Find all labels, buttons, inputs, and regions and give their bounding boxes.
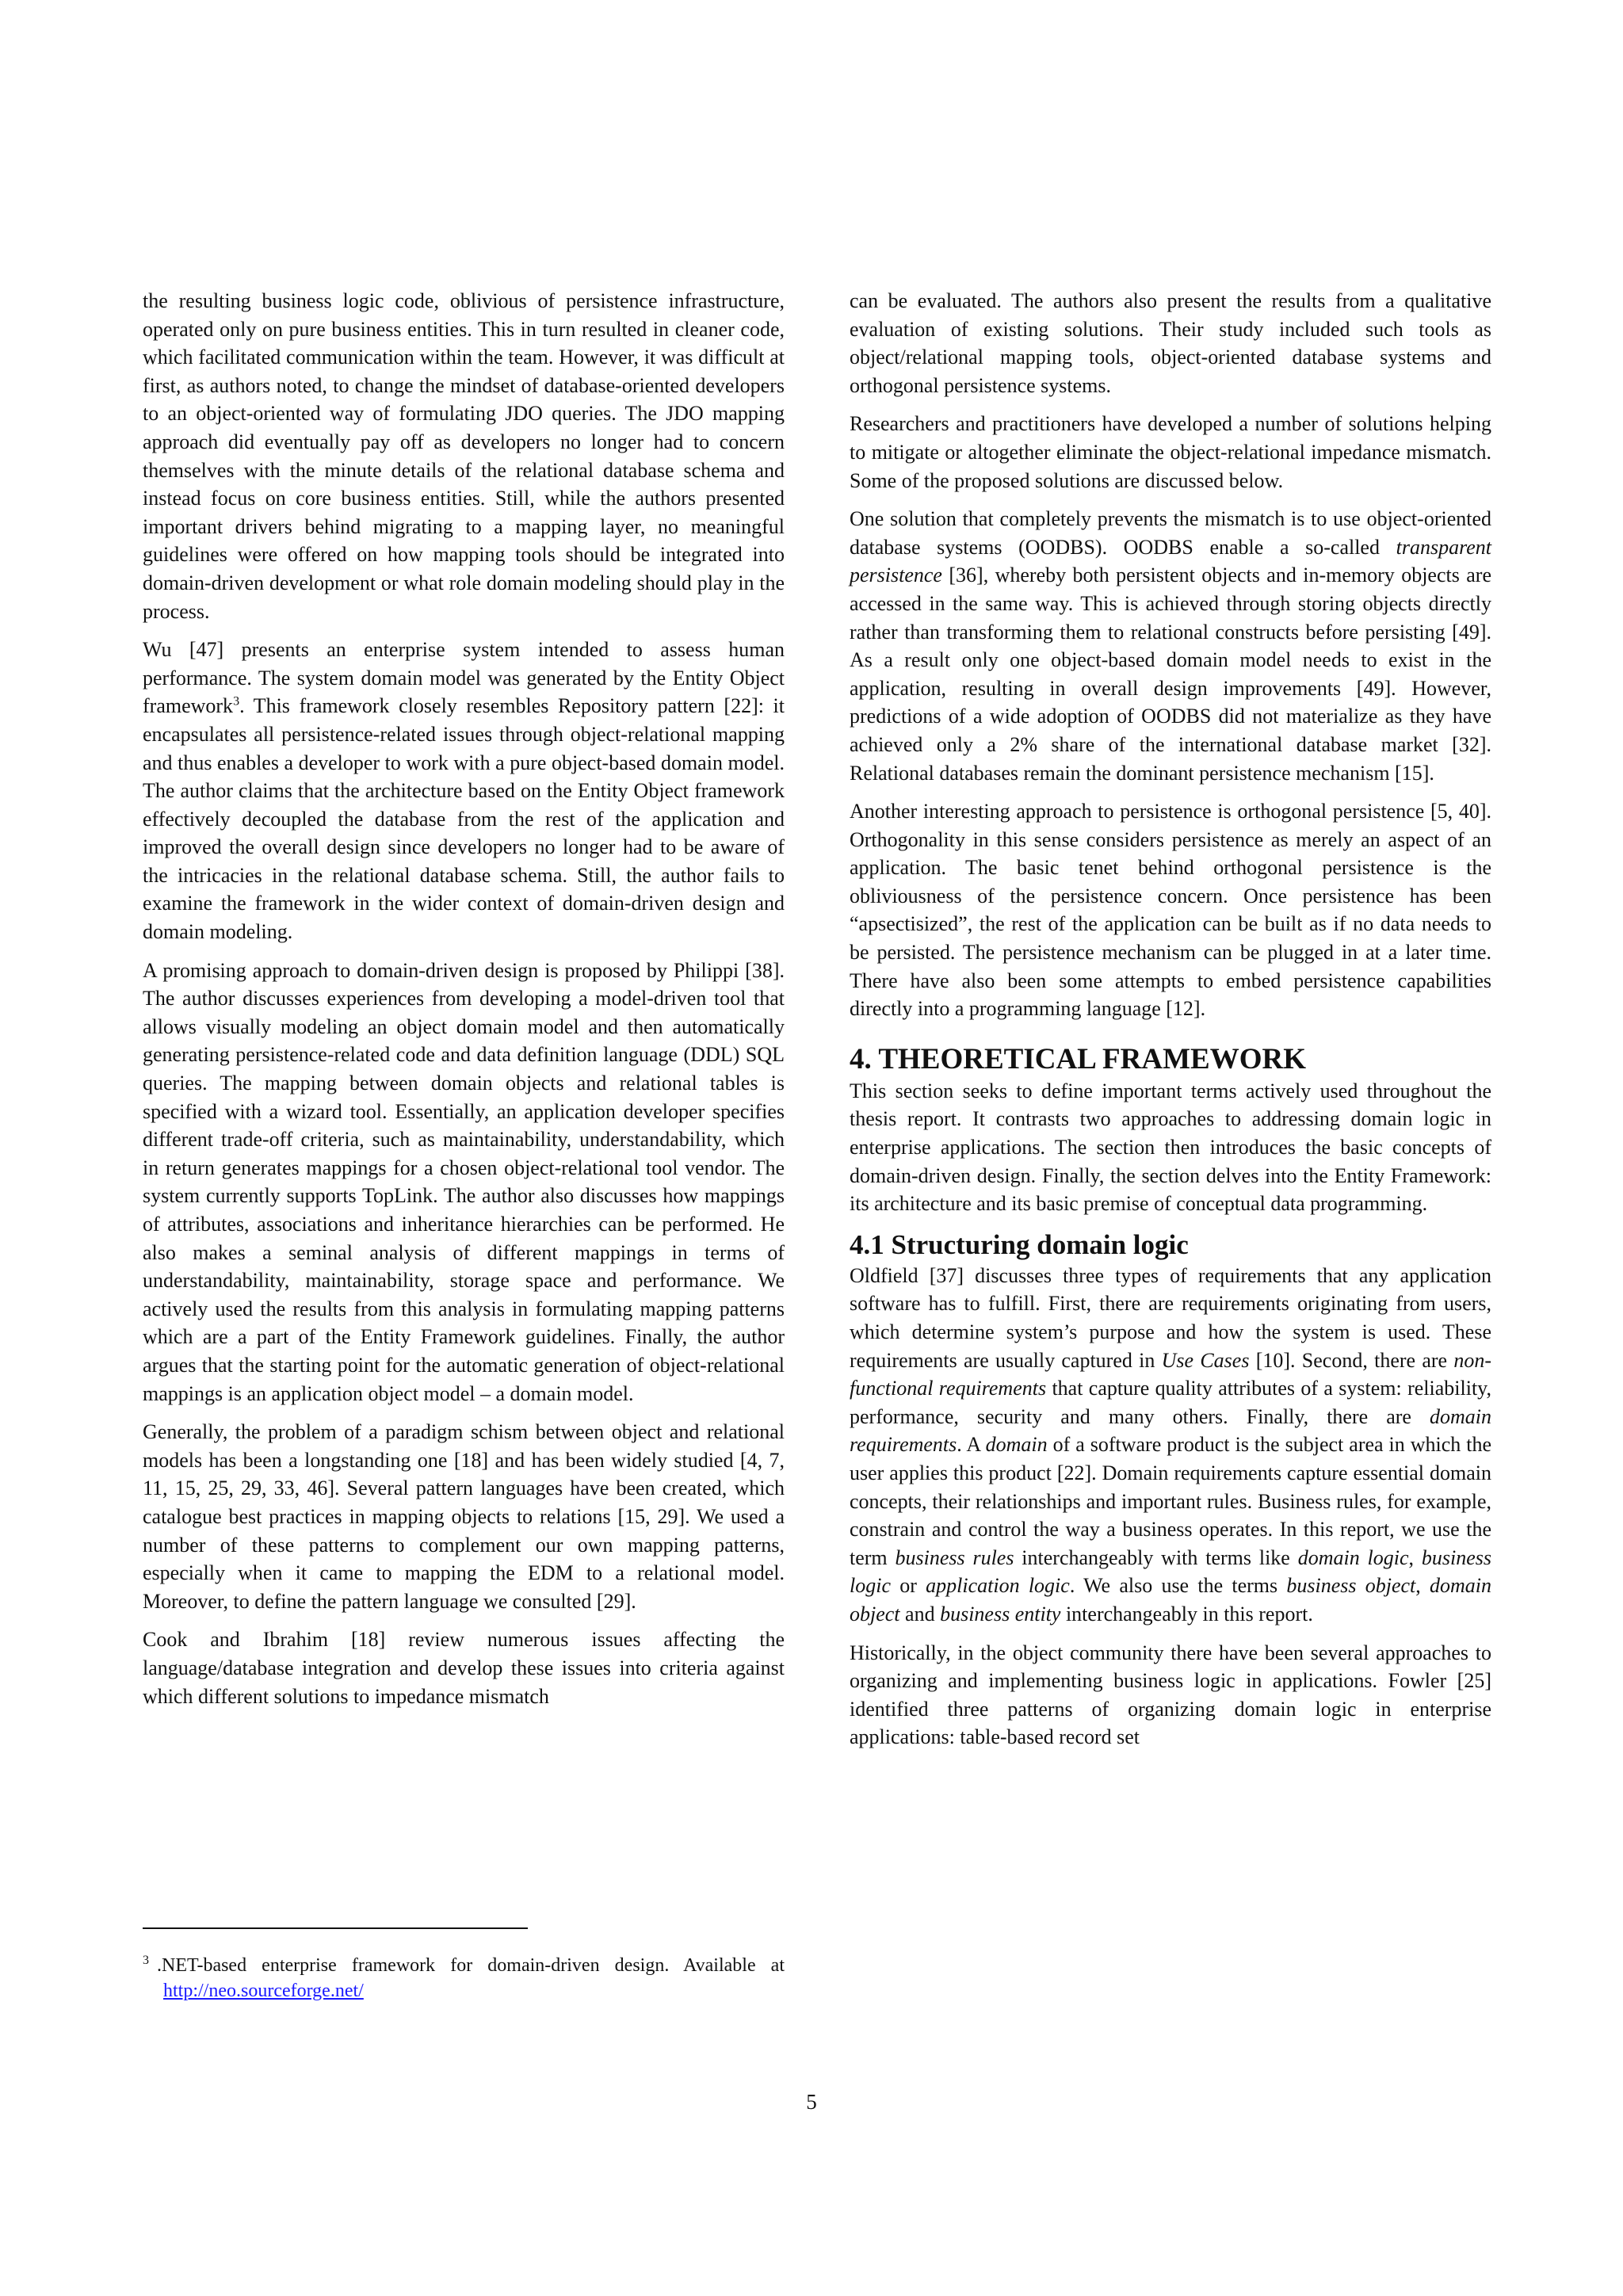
italic-term: transparent persistence [850,535,1491,587]
section-heading: 4. THEORETICAL FRAMEWORK [850,1042,1306,1075]
two-column-body [143,287,1491,1762]
paragraph [850,797,1491,1023]
text-run: Cook and Ibrahim [18] review numerous issues affecting the language/database integration and develop these issues into criteria against which different solutions to impedance mismatch [143,1628,785,1708]
text-run: This section seeks to define important terms actively used throughout the thesis report. It contrasts two approaches to addressing domain logic in enterprise applications. The section then introduces the basic concepts of domain-driven design. Finally, the section delves into the Entity Framework: its architecture and its basic premise of conceptual data programming. [850,1079,1491,1216]
italic-term: application logic [926,1574,1070,1598]
text-run: . This framework closely resembles Repository pattern [22]: it encapsulates all persistence-related issues through object-relational mapping and thus enables a developer to work with a pure object-based domain model. The author claims that the architecture based on the Entity Object framework effectively decoupled the database from the rest of the application and improved the overall design since developers no longer had to be aware of the intricacies in the relational database schema. Still, the author fails to examine the framework in the wider context of domain-driven design and domain modeling. [143,694,785,944]
italic-term: domain [985,1433,1048,1457]
page-number: 5 [806,2090,817,2114]
text-run: of a software product is the subject area in which the user applies this product [22]. Domain requirements capture essential domain concepts, their relationships and important rules. Business rules, for example, constrain and control the way a business operates. In this report, we use the term [850,1433,1491,1569]
text-run: , [1408,1545,1422,1569]
subsection-heading: 4.1 Structuring domain logic [850,1228,1189,1260]
italic-term: business logic [850,1545,1491,1598]
footnote-link[interactable]: http://neo.sourceforge.net/ [163,1981,364,2001]
text-run: Another interesting approach to persistence is orthogonal persistence [5, 40]. Orthogonality in this sense considers persistence as merely an aspect of an application. The basic tenet behind orthogonal persistence is the obliviousness of the persistence concern. Once persistence has been “apsectisized”, the rest of the application can be built as if no data needs to be persisted. The persistence mechanism can be plugged in at a later time. There have also been some attempts to embed persistence capabilities directly into a programming language [12]. [850,800,1491,1021]
footnote [143,1927,785,2004]
text-run: Historically, in the object community there have been several approaches to organizing and implementing business logic in applications. Fowler [25] identified three patterns of organizing domain logic in enterprise applications: table-based record set [850,1641,1491,1749]
italic-term: non-functional requirements [850,1348,1492,1400]
text-run: that capture quality attributes of a system: reliability, performance, security and many others. Finally, there are [850,1377,1491,1428]
text-run: interchangeably in this report. [1060,1602,1313,1626]
paragraph [143,1418,785,1615]
text-run: Oldfield [37] discusses three types of requirements that any application software has to fulfill. First, there are requirements originating from users, which determine system’s purpose and how the system is used. These requirements are usually captured in [850,1263,1491,1372]
text-run: the resulting business logic code, oblivious of persistence infrastructure, operated only on pure business entities. This in turn resulted in cleaner code, which facilitated communication within the team. However, it was difficult at first, as authors noted, to change the mindset of database-oriented developers to an object-oriented way of formulating JDO queries. The JDO mapping approach did eventually pay off as developers no longer had to concern themselves with the minute details of the relational database schema and instead focus on core business entities. Still, while the authors presented important drivers behind migrating to a mapping layer, no meaningful guidelines were offered on how mapping tools should be integrated into domain-driven development or what role domain modeling should play in the process. [143,289,785,623]
paragraph [850,1639,1491,1752]
text-run: A promising approach to domain-driven design is proposed by Philippi [38]. The author discusses experiences from developing a model-driven tool that allows visually modeling an object domain model and then automatically generating persistence-related code and data definition language (DDL) SQL queries. The mapping between domain objects and relational tables is specified with a wizard tool. Essentially, an application developer specifies different trade-off criteria, such as maintainability, understandability, which in return generates mappings for a chosen object-relational tool vendor. The system currently supports TopLink. The author also discusses how mappings of attributes, associations and inheritance hierarchies can be performed. He also makes a seminal analysis of different mappings in terms of understandability, maintainability, storage space and performance. We actively used the results from this analysis in formulating mapping patterns which are a part of the Entity Framework guidelines. Finally, the author argues that the starting point for the automatic generation of object-relational mappings is an application object model – a domain model. [143,958,785,1405]
paragraph [850,287,1491,399]
text-run: and [899,1602,941,1626]
italic-term: business rules [895,1545,1014,1569]
italic-term: domain logic [1297,1545,1409,1569]
footnote-marker: 3 [143,1954,149,1967]
italic-term: business object [1286,1574,1416,1598]
text-run: [10]. Second, there are [1249,1348,1454,1372]
italic-term: domain object [850,1574,1491,1626]
paragraph [850,1077,1491,1218]
text-run: [36], whereby both persistent objects and in-memory objects are accessed in the same way. This is achieved through storing objects directly rather than transforming them to relational constructs before persisting [49]. As a result only one object-based domain model needs to exist in the application, resulting in overall design improvements [49]. However, predictions of a wide adoption of OODBS did not materialize as they have achieved only a 2% share of the international database market [32]. Relational databases remain the dominant persistence mechanism [15]. [850,563,1491,785]
paragraph [850,1262,1491,1629]
text-run: Generally, the problem of a paradigm schism between object and relational models has been a longstanding one [18] and has been widely studied [4, 7, 11, 15, 25, 29, 33, 46]. Several pattern languages have been created, which catalogue best practices in mapping objects to relations [15, 29]. We used a number of these patterns to complement our own mapping patterns, especially when it came to mapping the EDM to a relational model. Moreover, to define the pattern language we consulted [29]. [143,1420,785,1613]
footnote-text [143,1953,785,2004]
paragraph [850,410,1491,495]
text-run: One solution that completely prevents the mismatch is to use object-oriented database systems (OODBS). OODBS enable a so-called [850,507,1491,559]
text-run: , [1415,1574,1430,1598]
text-run: . A [957,1433,986,1457]
footnote-rule [143,1927,528,1929]
paragraph [143,287,785,625]
paragraph [143,1626,785,1710]
text-run: Wu [47] presents an enterprise system intended to assess human performance. The system domain model was generated by the Entity Object framework [143,638,785,718]
text-run: or [891,1574,926,1598]
text-run: Researchers and practitioners have developed a number of solutions helping to mitigate or altogether eliminate the object-relational impedance mismatch. Some of the proposed solutions are discussed below. [850,412,1491,492]
paragraph [143,636,785,946]
italic-term: business entity [940,1602,1061,1626]
text-run: interchangeably with terms like [1014,1545,1298,1569]
left-column [143,287,785,1762]
right-column [850,287,1491,1762]
italic-term: domain requirements [850,1404,1491,1457]
paragraph [143,957,785,1408]
text-run: can be evaluated. The authors also present the results from a qualitative evaluation of existing solutions. Their study included such tools as object/relational mapping tools, object-oriented database systems and orthogonal persistence systems. [850,289,1491,397]
footnote-body: .NET-based enterprise framework for domain-driven design. Available at [157,1955,785,1976]
italic-term: Use Cases [1161,1348,1250,1372]
paragraph [850,505,1491,787]
footnote-reference: 3 [233,694,240,709]
text-run: . We also use the terms [1069,1574,1287,1598]
